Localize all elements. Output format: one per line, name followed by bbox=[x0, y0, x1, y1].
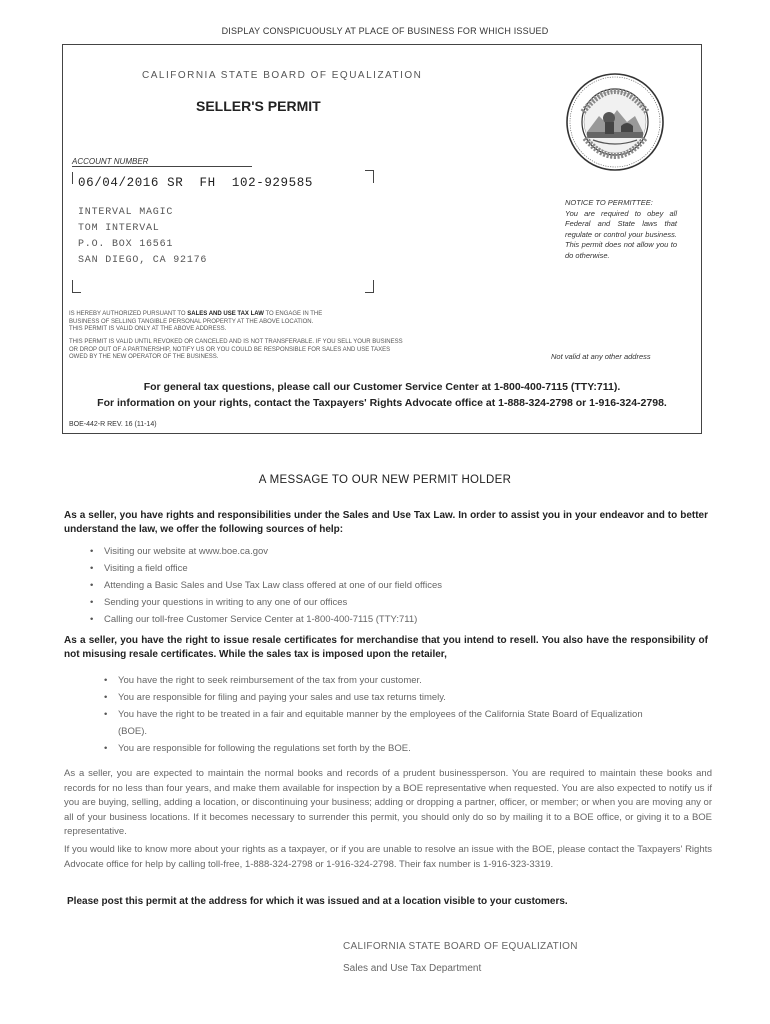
intro-paragraph: As a seller, you have rights and responsibilities under the Sales and Use Tax Law. In order to assist you in your endeavor and to better understand the law, we offer the following sources of help: bbox=[64, 510, 708, 535]
list-item: • Sending your questions in writing to any one of our offices bbox=[90, 594, 442, 611]
agency-name: CALIFORNIA STATE BOARD OF EQUALIZATION bbox=[142, 70, 423, 81]
address-corner-bottom-right bbox=[365, 280, 374, 293]
account-label-rule bbox=[72, 166, 252, 167]
account-number: 06/04/2016 SR FH 102-929585 bbox=[78, 176, 313, 190]
contact-paragraph: If you would like to know more about your rights as a taxpayer, or if you are unable to resolve an issue with the BOE, please contact the Taxpayers' Rights Advocate office for help by calling toll-free, 1-888-324-2798 or 1-916-324-2798. Their fax number is 1-916-323-3319. bbox=[64, 844, 712, 870]
list-item: • Visiting a field office bbox=[90, 560, 442, 577]
validity-line-1: THIS PERMIT IS VALID UNTIL REVOKED OR CANCELED AND IS NOT TRANSFERABLE. IF YOU SELL YOUR BUSINESS bbox=[69, 339, 403, 345]
notice-title: NOTICE TO PERMITTEE: bbox=[565, 198, 653, 207]
list-item: • You are responsible for filing and paying your sales and use tax returns timely. bbox=[104, 689, 664, 706]
auth-law: SALES AND USE TAX LAW bbox=[187, 311, 264, 317]
list-item: • Attending a Basic Sales and Use Tax Law class offered at one of our field offices bbox=[90, 577, 442, 594]
auth-line-3: THIS PERMIT IS VALID ONLY AT THE ABOVE ADDRESS. bbox=[69, 326, 227, 333]
notice-to-permittee bbox=[565, 198, 677, 261]
authorization-text bbox=[69, 311, 489, 334]
list-item: • Calling our toll-free Customer Service Center at 1-800-400-7115 (TTY:711) bbox=[90, 611, 442, 628]
form-id: BOE-442-R REV. 16 (11-14) bbox=[69, 421, 157, 428]
account-number-label: ACCOUNT NUMBER bbox=[72, 157, 149, 166]
list-item: • You have the right to be treated in a fair and equitable manner by the employees of the California State Board of Equalization (BOE). bbox=[104, 706, 664, 740]
list-item: • You are responsible for following the regulations set forth by the BOE. bbox=[104, 740, 664, 757]
signature-agency: CALIFORNIA STATE BOARD OF EQUALIZATION bbox=[343, 941, 578, 952]
validity-line-2: OR DROP OUT OF A PARTNERSHIP, NOTIFY US OR YOU COULD BE RESPONSIBLE FOR SALES AND USE TAXES bbox=[69, 346, 391, 353]
signature-department: Sales and Use Tax Department bbox=[343, 963, 482, 974]
notice-body: You are required to obey all Federal and State laws that regulate or control your business. This permit does not allow you to do otherwise. bbox=[565, 208, 677, 260]
resale-paragraph: As a seller, you have the right to issue resale certificates for merchandise that you intend to resell. You also have the responsibility of not misusing resale certificates. While the sales tax is imposed upon the retailer, bbox=[64, 635, 708, 660]
address-line-street: P.O. BOX 16561 bbox=[78, 239, 174, 250]
validity-line-3: OWED BY THE NEW OPERATOR OF THE BUSINESS. bbox=[69, 354, 219, 361]
permit-title: SELLER'S PERMIT bbox=[196, 98, 321, 114]
not-valid-notice: Not valid at any other address bbox=[551, 352, 651, 361]
customer-service-line: For general tax questions, please call our Customer Service Center at 1-800-400-7115 (TTY:711). bbox=[143, 381, 621, 393]
message-title: A MESSAGE TO OUR NEW PERMIT HOLDER bbox=[258, 474, 512, 486]
list-item: • Visiting our website at www.boe.ca.gov bbox=[90, 543, 442, 560]
address-corner-top-right bbox=[365, 170, 374, 183]
post-permit-instruction: Please post this permit at the address for which it was issued and at a location visible to your customers. bbox=[67, 896, 568, 907]
list-item: • You have the right to seek reimbursement of the tax from your customer. bbox=[104, 672, 664, 689]
rights-list bbox=[104, 672, 664, 757]
state-seal-icon bbox=[565, 72, 665, 172]
address-line-owner: TOM INTERVAL bbox=[78, 223, 160, 234]
taxpayer-rights-line: For information on your rights, contact the Taxpayers' Rights Advocate office at 1-888-324-2798 or 1-916-324-2798. bbox=[97, 397, 667, 409]
address-line-city: SAN DIEGO, CA 92176 bbox=[78, 255, 208, 266]
validity-text bbox=[69, 339, 489, 362]
auth-line-2: BUSINESS OF SELLING TANGIBLE PERSONAL PROPERTY AT THE ABOVE LOCATION. bbox=[69, 318, 314, 325]
address-line-business: INTERVAL MAGIC bbox=[78, 207, 174, 218]
address-corner-bottom-left bbox=[72, 280, 81, 293]
records-paragraph: As a seller, you are expected to maintain the normal books and records of a prudent businessperson. You are required to maintain these books and records for no less than four years, and make them available for inspection by a BOE representative when requested. You are also expected to notify us if you are buying, selling, adding a location, or discontinuing your business; adding or dropping a partner, officer, or member; or when you are moving any or all of your business locations. If it becomes necessary to surrender this permit, you should only do so by mailing it to a BOE office, or giving it to a BOE representative. bbox=[64, 768, 712, 837]
help-list bbox=[90, 543, 442, 628]
auth-pre: IS HEREBY AUTHORIZED PURSUANT TO bbox=[69, 311, 188, 317]
auth-post: TO ENGAGE IN THE bbox=[263, 311, 323, 317]
display-banner: DISPLAY CONSPICUOUSLY AT PLACE OF BUSINESS FOR WHICH ISSUED bbox=[221, 26, 549, 36]
